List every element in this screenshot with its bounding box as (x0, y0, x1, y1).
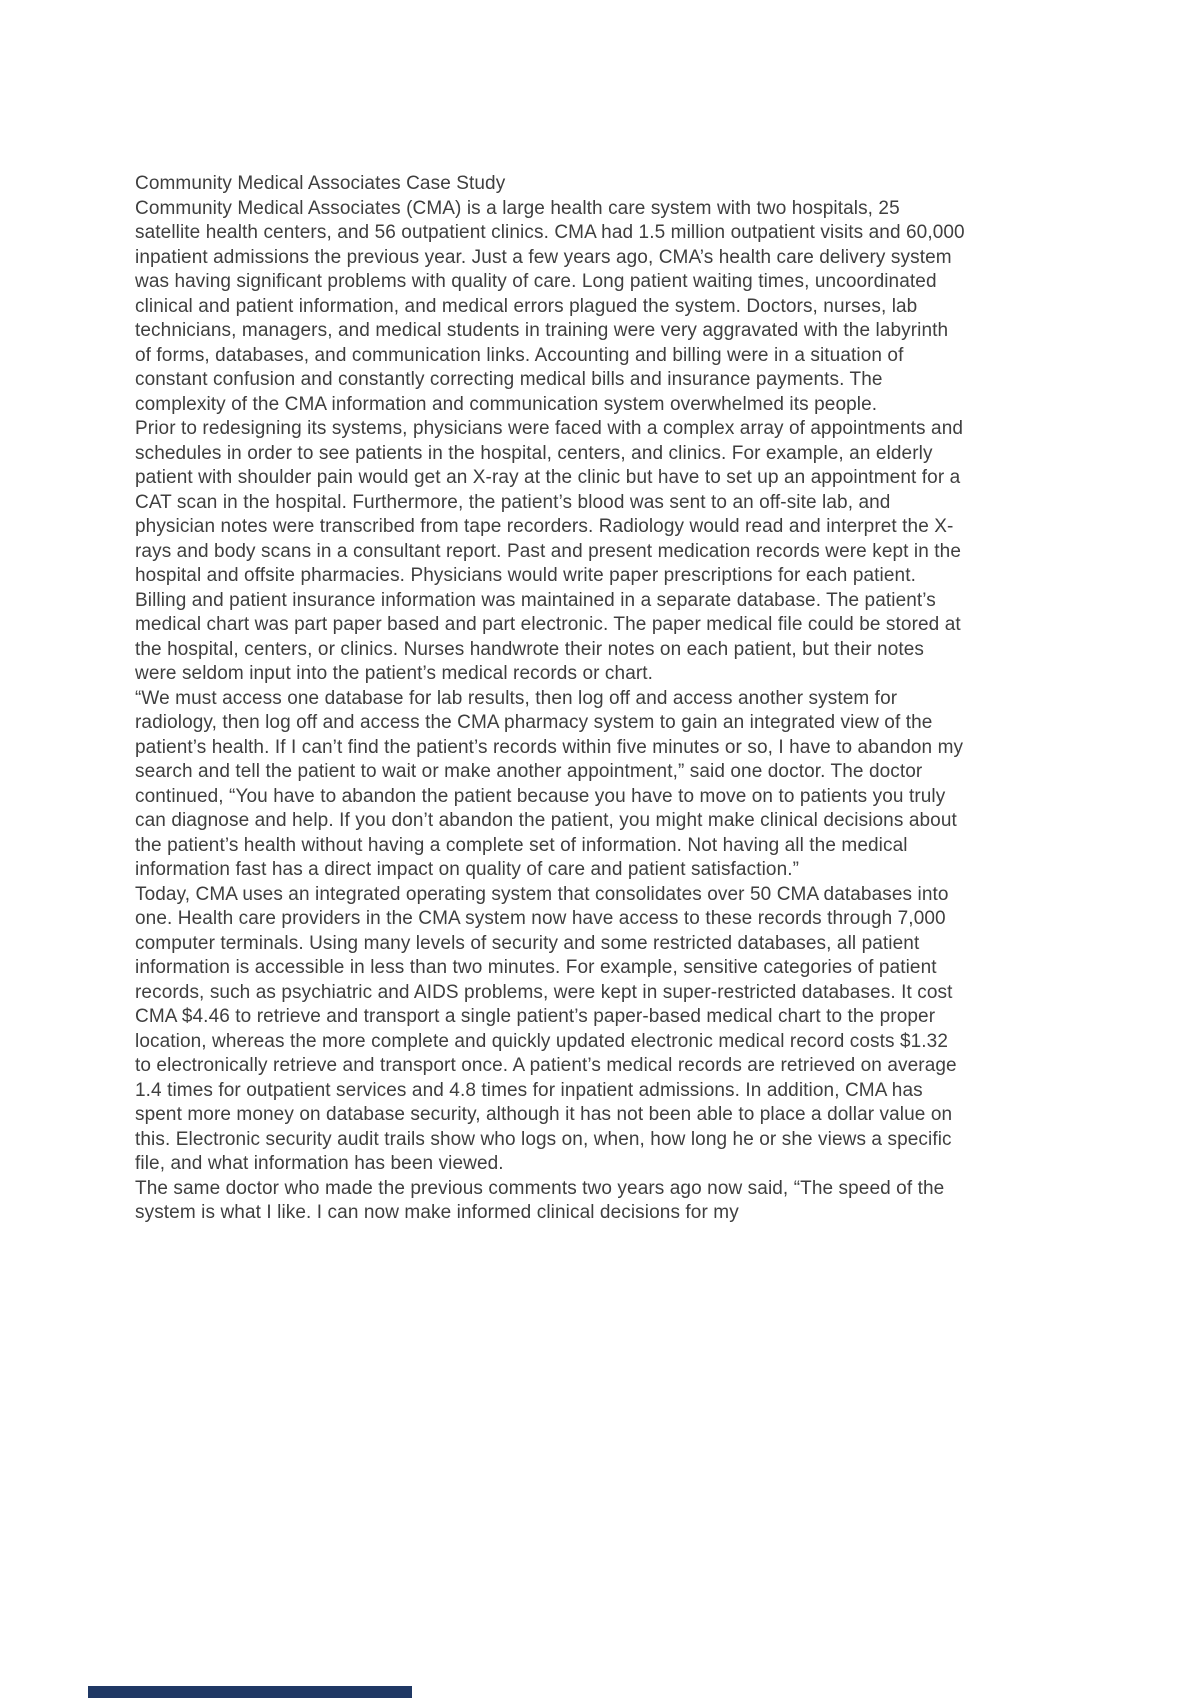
paragraph-1: Community Medical Associates (CMA) is a large health care system with two hospitals, 25 satellite health centers, and 56 outpatient clinics. CMA had 1.5 million outpatient visits and 60,000 inpatient admissions the previous year. Just a few years ago, CMA’s health care delivery system was having significant problems with quality of care. Long patient waiting times, uncoordinated clinical and patient information, and medical errors plagued the system. Doctors, nurses, lab technicians, managers, and medical students in training were very aggravated with the labyrinth of forms, databases, and communication links. Accounting and billing were in a situation of constant confusion and constantly correcting medical bills and insurance payments. The complexity of the CMA information and communication system overwhelmed its people. (135, 197, 965, 415)
paragraph-4: Today, CMA uses an integrated operating system that consolidates over 50 CMA databases into one. Health care providers in the CMA system now have access to these records through 7,000 computer terminals. Using many levels of security and some restricted databases, all patient information is accessible in less than two minutes. For example, sensitive categories of patient records, such as psychiatric and AIDS problems, were kept in super-restricted databases. It cost CMA $4.46 to retrieve and transport a single patient’s paper-based medical chart to the proper location, whereas the more complete and quickly updated electronic medical record costs $1.32 to electronically retrieve and transport once. A patient’s medical records are retrieved on average 1.4 times for outpatient services and 4.8 times for inpatient admissions. In addition, CMA has spent more money on database security, although it has not been able to place a dollar value on this. Electronic security audit trails show who logs on, when, how long he or she views a specific file, and what information has been viewed. (135, 883, 957, 1174)
footer-accent-bar (88, 1686, 412, 1698)
paragraph-3: “We must access one database for lab results, then log off and access another system for radiology, then log off and access the CMA pharmacy system to gain an integrated view of the patient’s health. If I can’t find the patient’s records within five minutes or so, I have to abandon my search and tell the patient to wait or make another appointment,” said one doctor. The doctor continued, “You have to abandon the patient because you have to move on to patients you truly can diagnose and help. If you don’t abandon the patient, you might make clinical decisions about the patient’s health without having a complete set of information. Not having all the medical information fast has a direct impact on quality of care and patient satisfaction.” (135, 687, 964, 880)
paragraph-2: Prior to redesigning its systems, physicians were faced with a complex array of appointments and schedules in order to see patients in the hospital, centers, and clinics. For example, an elderly patient with shoulder pain would get an X-ray at the clinic but have to set up an appointment for a CAT scan in the hospital. Furthermore, the patient’s blood was sent to an off-site lab, and physician notes were transcribed from tape recorders. Radiology would read and interpret the X-rays and body scans in a consultant report. Past and present medication records were kept in the hospital and offsite pharmacies. Physicians would write paper prescriptions for each patient. Billing and patient insurance information was maintained in a separate database. The patient’s medical chart was part paper based and part electronic. The paper medical file could be stored at the hospital, centers, or clinics. Nurses handwrote their notes on each patient, but their notes were seldom input into the patient’s medical records or chart. (135, 418, 964, 684)
paragraph-5: The same doctor who made the previous comments two years ago now said, “The speed of the system is what I like. I can now make informed clinical decisions for my (135, 1177, 945, 1223)
document-title: Community Medical Associates Case Study (135, 173, 506, 194)
document-text (135, 172, 968, 1226)
